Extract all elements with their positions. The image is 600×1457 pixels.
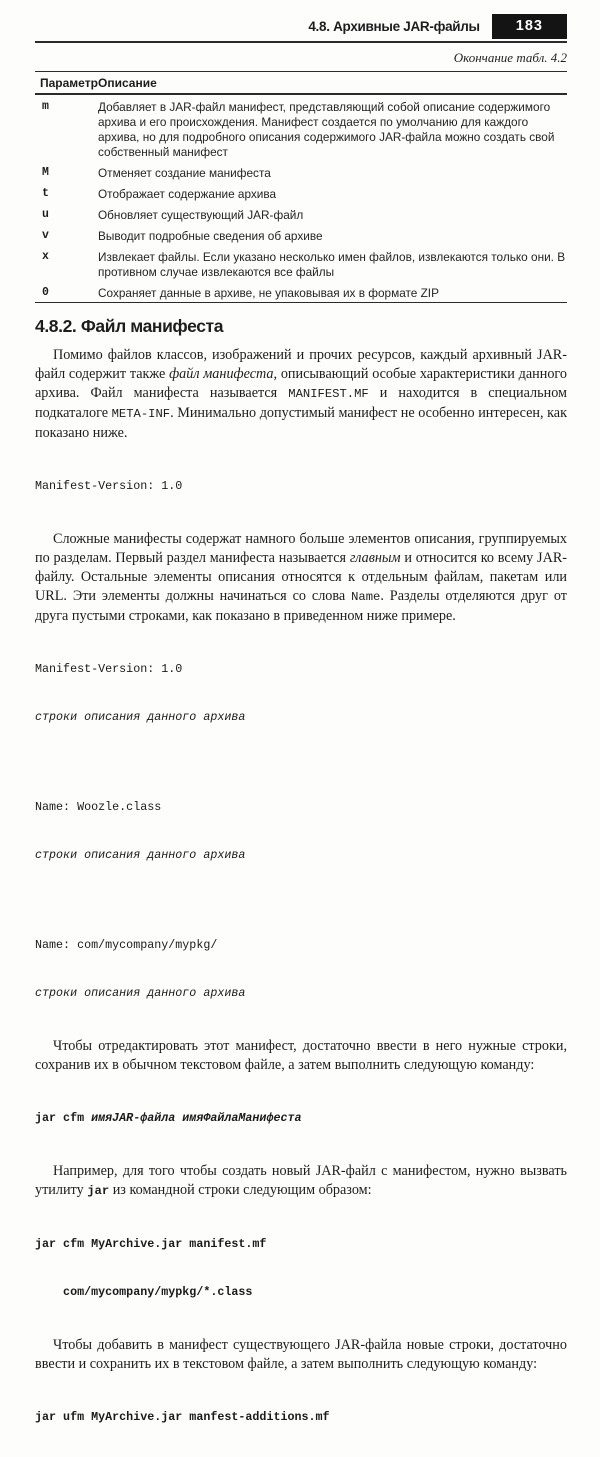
param-cell: u bbox=[42, 208, 49, 221]
param-cell: m bbox=[42, 100, 49, 113]
code-line-blank bbox=[35, 757, 567, 767]
page-number-badge: 183 bbox=[492, 14, 567, 39]
code-line: jar ufm MyArchive.jar manfest-additions.mf bbox=[35, 1410, 330, 1424]
desc-cell: Отображает содержание архива bbox=[98, 187, 277, 201]
code-block-minimal-manifest bbox=[35, 446, 567, 526]
table-row bbox=[35, 281, 567, 302]
param-cell: v bbox=[42, 229, 49, 242]
desc-cell: Извлекает файлы. Если указано несколько имен файлов, извлекаются только они. В противном случае извлекаются все файлы bbox=[98, 250, 566, 279]
code-block-manifest-example bbox=[35, 629, 567, 1033]
code-line: Manifest-Version: 1.0 bbox=[35, 479, 183, 493]
parameters-table bbox=[35, 71, 567, 303]
table-header-row bbox=[35, 72, 567, 95]
code-block-jar-ufm-example bbox=[35, 1377, 567, 1457]
code-line: строки описания данного архива bbox=[35, 986, 246, 1000]
param-cell: x bbox=[42, 250, 49, 263]
table-row bbox=[35, 224, 567, 245]
table-row bbox=[35, 182, 567, 203]
code-line: jar cfm имяJAR-файла имяФайлаМанифеста bbox=[35, 1111, 302, 1125]
paragraph: Например, для того чтобы создать новый JAR-файл с манифестом, нужно вызвать утилиту jar из командной строки следующим образом: bbox=[35, 1163, 567, 1198]
desc-cell: Добавляет в JAR-файл манифест, представляющий собой описание содержимого архива и его происхождения. Манифест создается по умолчанию для каждого архива, но для подробного описания содержимого JAR-файла можно создать свой собственный манифест bbox=[98, 100, 555, 159]
code-line: jar cfm MyArchive.jar manifest.mf bbox=[35, 1237, 267, 1251]
code-block-jar-cfm-syntax bbox=[35, 1078, 567, 1158]
table-continuation-note: Окончание табл. 4.2 bbox=[453, 50, 567, 65]
running-head bbox=[35, 14, 567, 43]
paragraph: Чтобы отредактировать этот манифест, достаточно ввести в него нужные строки, сохранив их в обычном текстовом файле, а затем выполнить следующую команду: bbox=[35, 1038, 567, 1073]
table-row bbox=[35, 95, 567, 161]
code-line: Manifest-Version: 1.0 bbox=[35, 662, 183, 676]
desc-cell: Выводит подробные сведения об архиве bbox=[98, 229, 323, 243]
code-line: Name: Woozle.class bbox=[35, 800, 162, 814]
section-heading: 4.8.2. Файл манифеста bbox=[35, 316, 224, 336]
table-row bbox=[35, 203, 567, 224]
chapter-title: 4.8. Архивные JAR-файлы bbox=[308, 19, 480, 34]
paragraph: Чтобы добавить в манифест существующего JAR-файла новые строки, достаточно ввести и сохранить их в текстовом файле, а затем выполнить следующую команду: bbox=[35, 1337, 567, 1372]
code-line: Name: com/mycompany/mypkg/ bbox=[35, 938, 218, 952]
param-cell: t bbox=[42, 187, 49, 200]
desc-cell: Сохраняет данные в архиве, не упаковывая их в формате ZIP bbox=[98, 286, 439, 300]
code-block-jar-cfm-example bbox=[35, 1204, 567, 1332]
code-line: строки описания данного архива bbox=[35, 848, 246, 862]
table-row bbox=[35, 161, 567, 182]
paragraph: Помимо файлов классов, изображений и прочих ресурсов, каждый архивный JAR-файл содержит также файл манифеста, описывающий особые характеристики данного архива. Файл манифеста называется MANIFEST.MF и находится в специальном подкаталоге META-INF. Минимально допустимый манифест не особенно интересен, как показано ниже. bbox=[35, 347, 567, 441]
column-header-param: Параметр bbox=[40, 76, 98, 90]
desc-cell: Отменяет создание манифеста bbox=[98, 166, 271, 180]
code-line-blank bbox=[35, 895, 567, 905]
table-row bbox=[35, 245, 567, 281]
column-header-desc: Описание bbox=[98, 76, 157, 90]
param-cell: 0 bbox=[42, 286, 49, 299]
code-line: com/mycompany/mypkg/*.class bbox=[35, 1285, 253, 1299]
param-cell: M bbox=[42, 166, 49, 179]
paragraph: Сложные манифесты содержат намного больше элементов описания, группируемых по разделам. Первый раздел манифеста называется главным и относится ко всему JAR-файлу. Остальные элементы описания относятся к отдельным файлам, пакетам или URL. Эти элементы должны начинаться со слова Name. Разделы отделяются друг от друга пустыми строками, как показано в приведенном ниже примере. bbox=[35, 531, 568, 624]
desc-cell: Обновляет существующий JAR-файл bbox=[98, 208, 304, 222]
code-line: строки описания данного архива bbox=[35, 710, 246, 724]
